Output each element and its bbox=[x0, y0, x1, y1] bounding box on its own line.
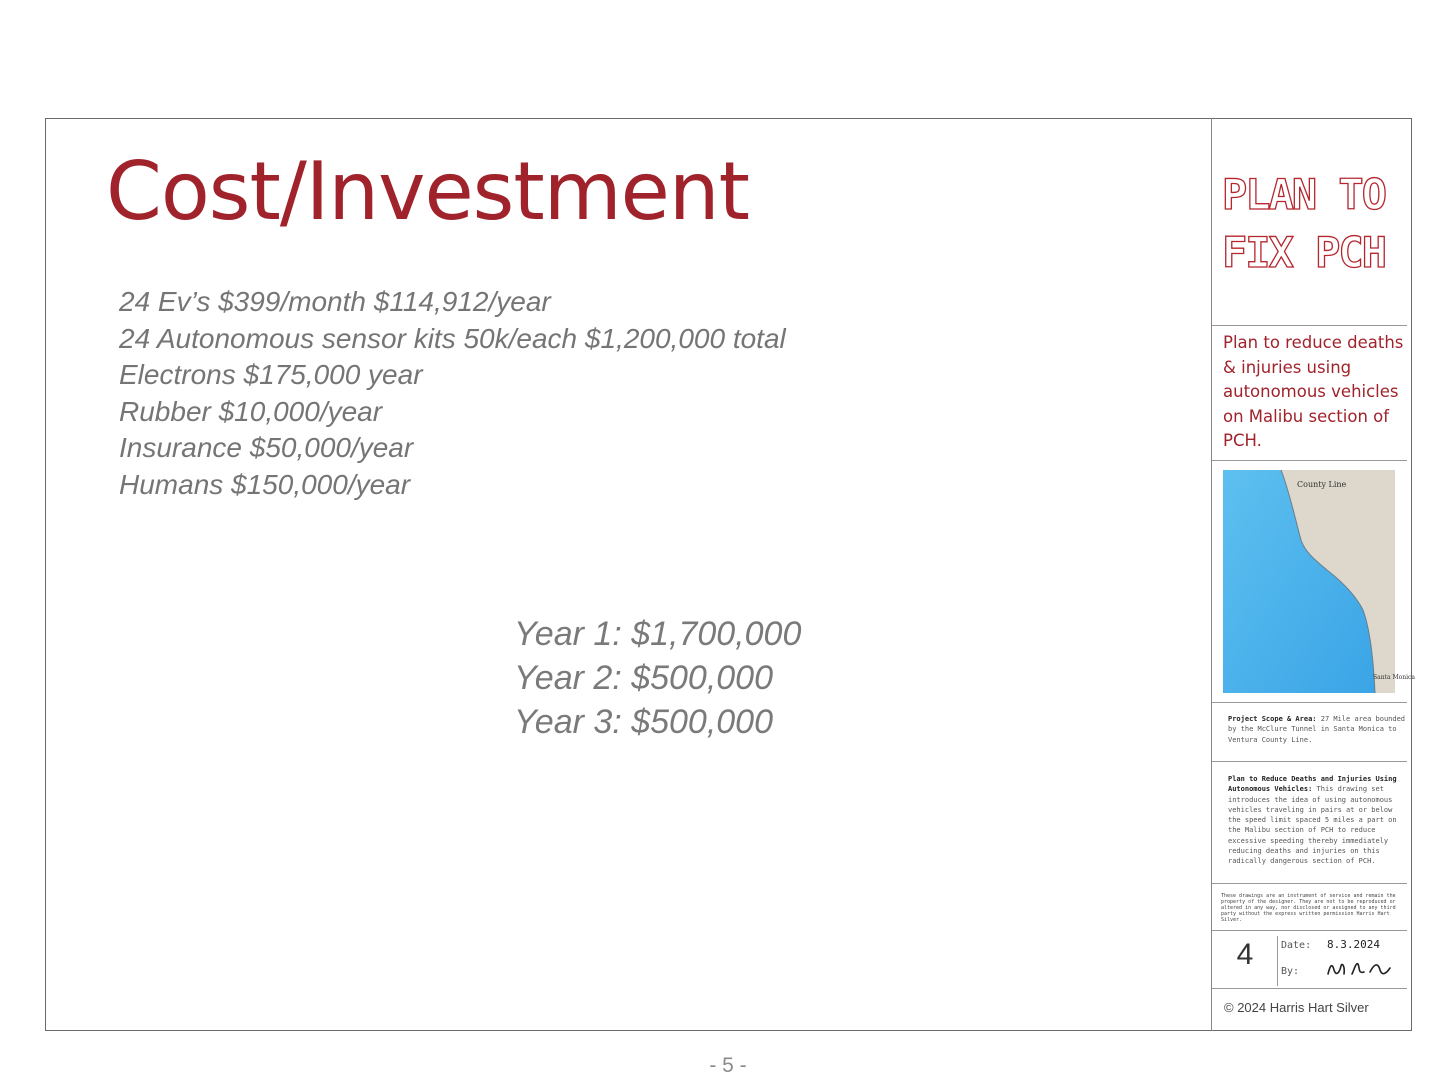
divider bbox=[1212, 460, 1407, 461]
cost-item: 24 Autonomous sensor kits 50k/each $1,200,000 total bbox=[119, 322, 786, 354]
divider bbox=[1212, 988, 1407, 989]
divider bbox=[1277, 936, 1278, 986]
legal-notice: These drawings are an instrument of service and remain the property of the designer. They are not to be reproduced or altered in any way, nor disclosed or assigned to any third party without the express written permission Harris Hart Silver. bbox=[1221, 893, 1396, 923]
title-block bbox=[1211, 118, 1413, 1031]
page-number: - 5 - bbox=[709, 1054, 747, 1077]
scope-label: Project Scope & Area: bbox=[1228, 715, 1317, 723]
plan-note bbox=[1228, 774, 1406, 867]
map-label: Santa Monica bbox=[1373, 674, 1415, 681]
cost-item: 24 Ev’s $399/month $114,912/year bbox=[119, 286, 551, 317]
by-label: By: bbox=[1281, 966, 1300, 977]
slide-title: Cost/Investment bbox=[106, 145, 749, 238]
title-block-heading bbox=[1222, 166, 1407, 282]
coastline-map-icon bbox=[1223, 470, 1395, 693]
cost-list bbox=[119, 284, 786, 504]
copyright: © 2024 Harris Hart Silver bbox=[1224, 1000, 1369, 1015]
plan-text: This drawing set introduces the idea of using autonomous vehicles traveling in pairs at or below the speed limit spaced 5 miles a part on the Malibu section of PCH to reduce excessive speeding thereby immediately reducing deaths and injuries on this radically dangerous section of PCH. bbox=[1228, 785, 1397, 866]
heading-line: FIX PCH bbox=[1222, 228, 1386, 277]
project-description: Plan to reduce deaths & injuries using autonomous vehicles on Malibu section of PCH. bbox=[1223, 333, 1404, 450]
plan-label: Plan to Reduce Deaths and Injuries Using Autonomous Vehicles: bbox=[1228, 775, 1397, 794]
divider bbox=[1212, 761, 1407, 762]
scope-note bbox=[1228, 714, 1406, 745]
yearly-total: Year 3: $500,000 bbox=[514, 703, 774, 741]
signature-icon bbox=[1324, 956, 1394, 980]
scope-text: 27 Mile area bounded by the McClure Tunnel in Santa Monica to Ventura County Line. bbox=[1228, 715, 1406, 744]
divider bbox=[1212, 702, 1407, 703]
divider bbox=[1212, 883, 1407, 884]
drawing-sheet-frame bbox=[45, 118, 1412, 1031]
divider bbox=[1212, 930, 1407, 931]
date-label: Date: bbox=[1281, 940, 1312, 951]
cost-item: Electrons $175,000 year bbox=[119, 359, 423, 391]
sheet-number: 4 bbox=[1236, 938, 1254, 971]
cost-item: Humans $150,000/year bbox=[119, 468, 411, 500]
yearly-total: Year 2: $500,000 bbox=[514, 659, 774, 697]
map-label: County Line bbox=[1297, 480, 1347, 489]
heading-line: PLAN TO bbox=[1222, 170, 1386, 219]
yearly-totals bbox=[514, 612, 801, 744]
yearly-total: Year 1: $1,700,000 bbox=[514, 615, 802, 653]
cost-item: Insurance $50,000/year bbox=[119, 432, 414, 464]
coastline-map bbox=[1223, 470, 1415, 693]
cost-item: Rubber $10,000/year bbox=[119, 395, 383, 427]
divider bbox=[1212, 325, 1407, 326]
date-value: 8.3.2024 bbox=[1327, 938, 1380, 951]
